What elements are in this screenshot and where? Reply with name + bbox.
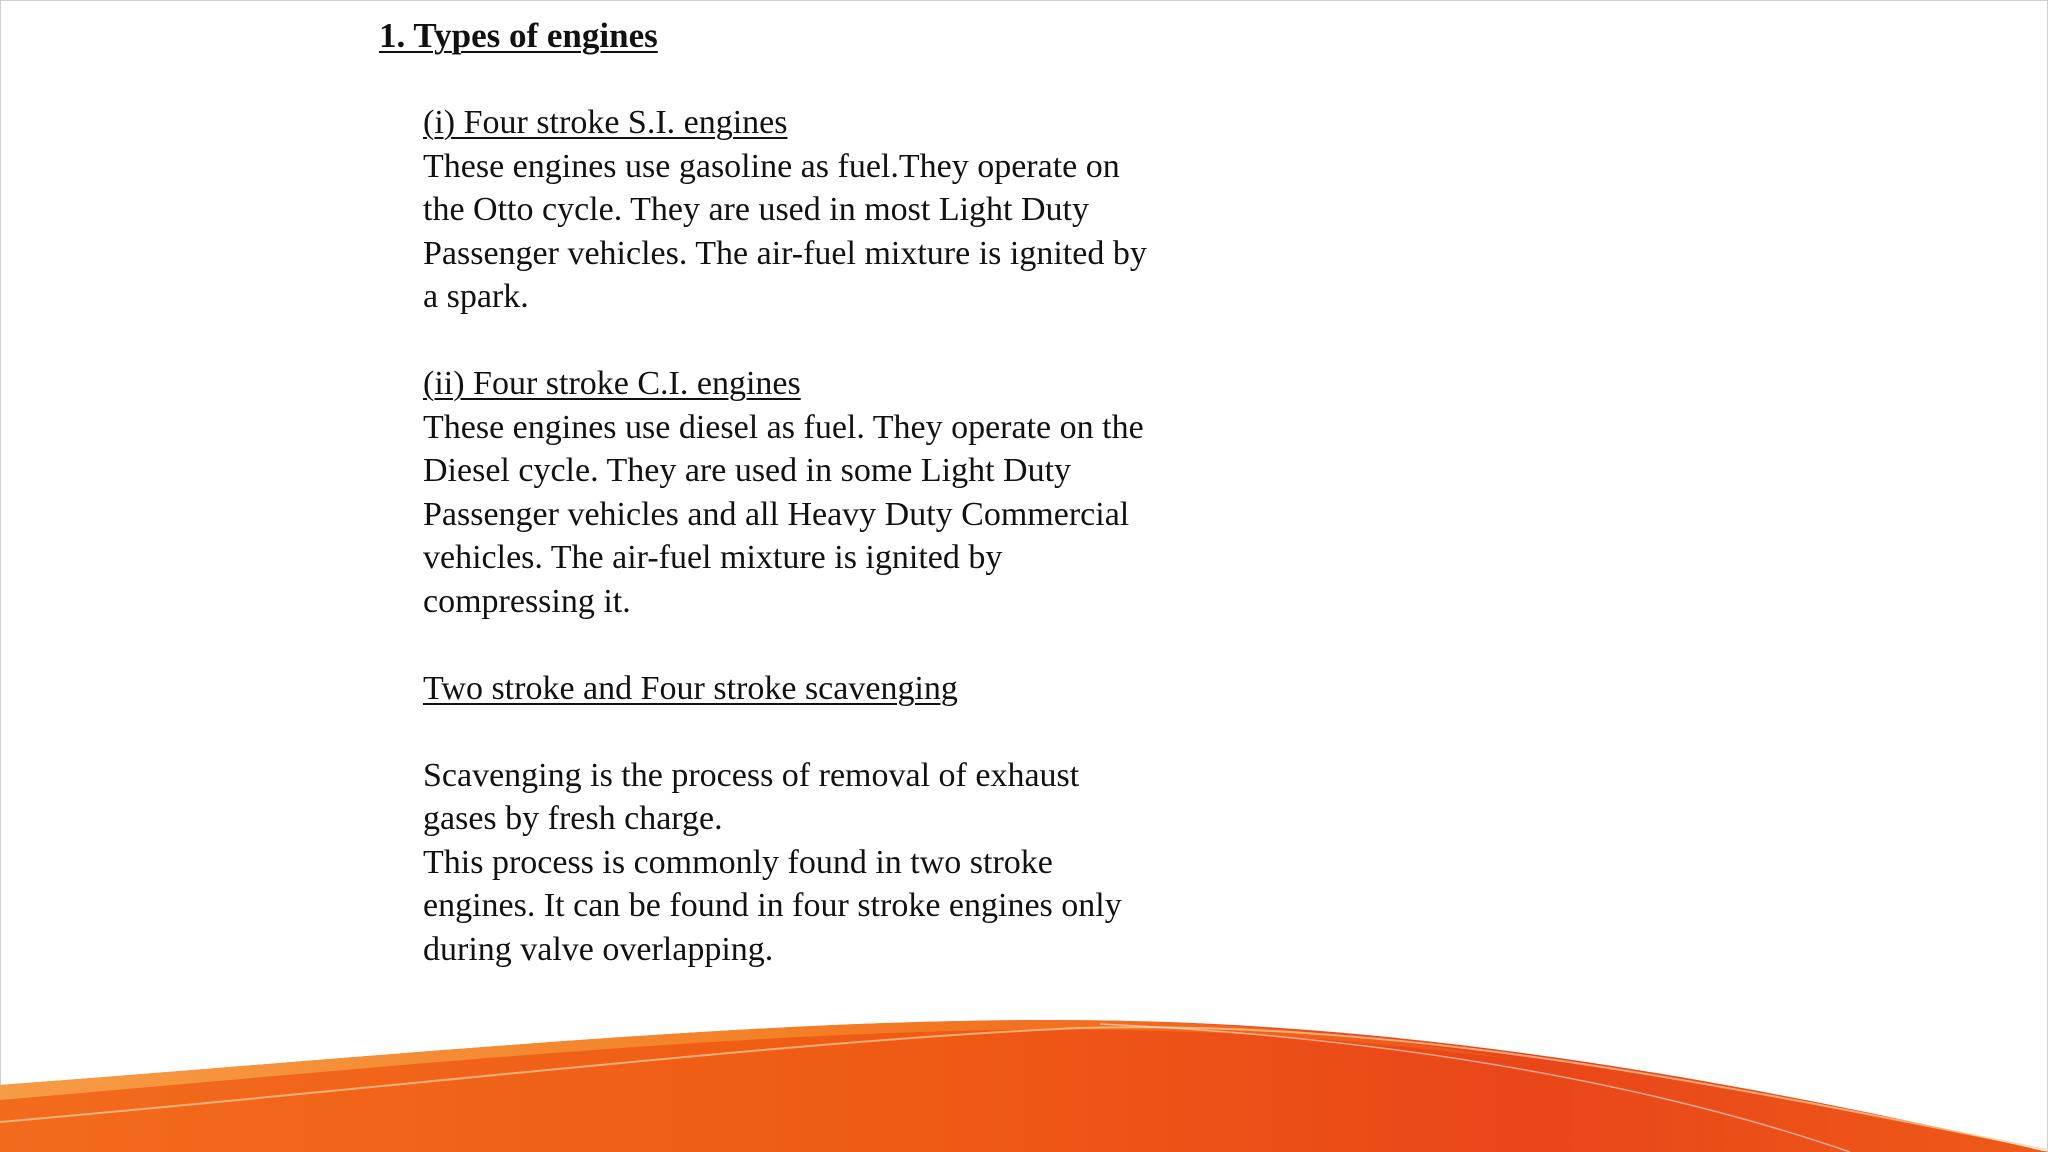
paragraph-line: These engines use gasoline as fuel.They operate on	[423, 147, 1120, 185]
paragraph-line: Passenger vehicles. The air-fuel mixture is ignited by	[423, 234, 1147, 272]
slide-title: 1. Types of engines	[379, 16, 658, 55]
section-heading: Two stroke and Four stroke scavenging	[423, 669, 958, 707]
paragraph-line: Passenger vehicles and all Heavy Duty Commercial	[423, 495, 1130, 533]
paragraph-line: compressing it.	[423, 582, 631, 620]
section-heading: (ii) Four stroke C.I. engines	[423, 365, 801, 402]
paragraph-line: the Otto cycle. They are used in most Light Duty	[423, 191, 1090, 228]
paragraph-line: during valve overlapping.	[423, 930, 774, 968]
paragraph-line: Scavenging is the process of removal of exhaust	[423, 756, 1080, 794]
paragraph-line: gases by fresh charge.	[423, 800, 723, 837]
section-heading: (i) Four stroke S.I. engines	[423, 104, 788, 141]
paragraph-line: a spark.	[423, 278, 529, 315]
paragraph-line: This process is commonly found in two stroke	[423, 843, 1053, 881]
slide-content	[379, 14, 1279, 971]
section-four-stroke-si	[423, 101, 1279, 971]
paragraph-line: engines. It can be found in four stroke engines only	[423, 887, 1122, 924]
paragraph-line: These engines use diesel as fuel. They operate on the	[423, 408, 1144, 446]
paragraph-line: vehicles. The air-fuel mixture is ignited by	[423, 539, 1003, 576]
paragraph-line: Diesel cycle. They are used in some Light Duty	[423, 452, 1072, 489]
